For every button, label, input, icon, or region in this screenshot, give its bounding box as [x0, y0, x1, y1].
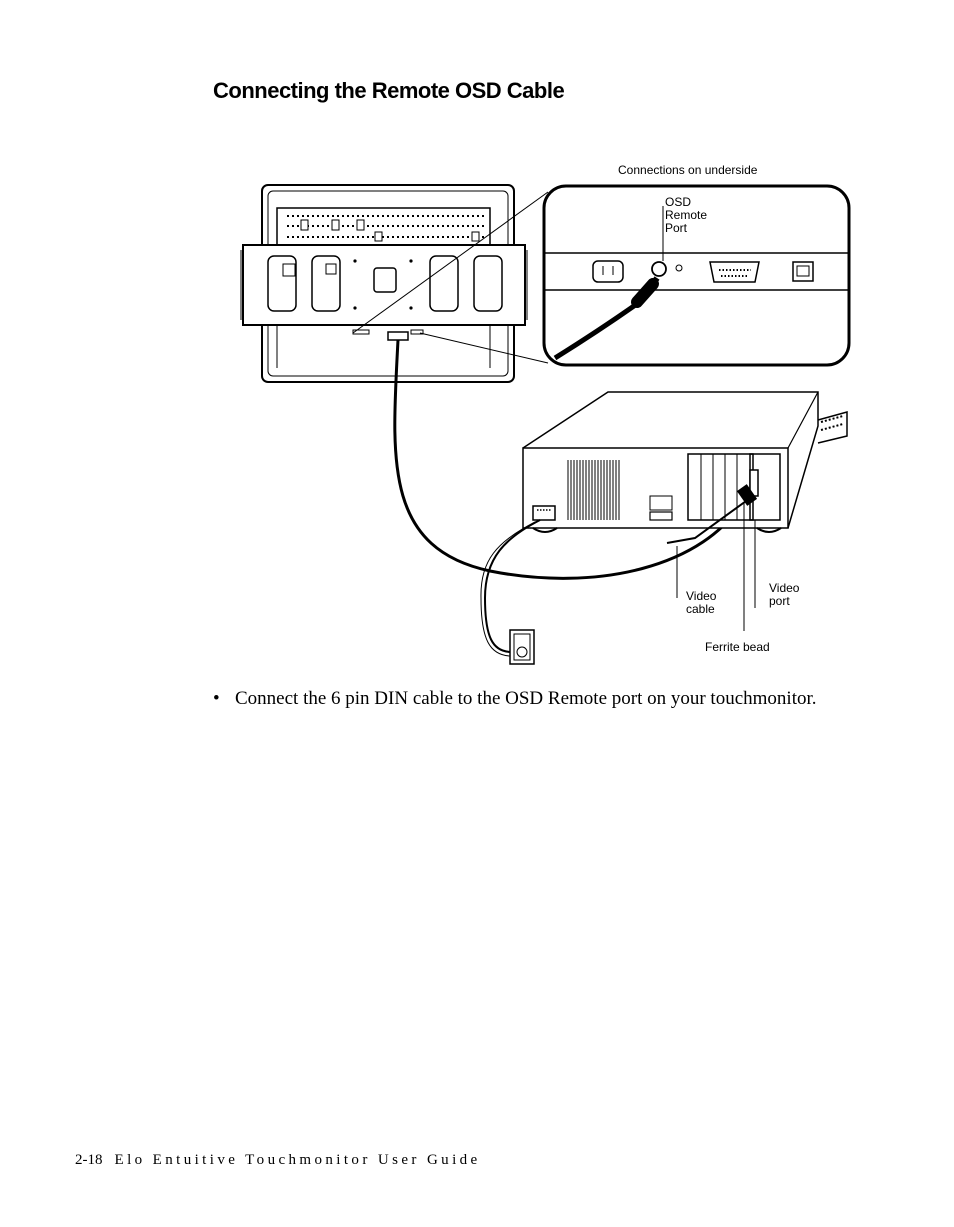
instruction-item — [213, 688, 817, 710]
wall-outlet-illustration — [510, 630, 534, 664]
page-number: 2-18 — [75, 1152, 103, 1168]
osd-remote-port-label: OSD Remote Port — [665, 195, 708, 235]
monitor-rear-illustration — [241, 185, 527, 382]
power-cable — [485, 520, 540, 652]
connections-underside-label: Connections on underside — [618, 163, 758, 177]
ferrite-bead-label: Ferrite bead — [705, 640, 770, 654]
diagram-illustration — [235, 158, 860, 670]
page-footer — [75, 1152, 481, 1169]
video-port-label: Video port — [769, 581, 800, 608]
instruction-list — [213, 688, 817, 710]
osd-cable-connection-diagram — [235, 158, 860, 670]
instruction-text: Connect the 6 pin DIN cable to the OSD Remote port on your touchmonitor. — [235, 688, 817, 709]
bullet-mark: • — [213, 688, 220, 709]
video-cable-label: Video cable — [686, 589, 717, 616]
page-title: Connecting the Remote OSD Cable — [213, 78, 565, 103]
computer-illustration — [523, 392, 847, 532]
guide-title: Elo Entuitive Touchmonitor User Guide — [114, 1152, 481, 1168]
